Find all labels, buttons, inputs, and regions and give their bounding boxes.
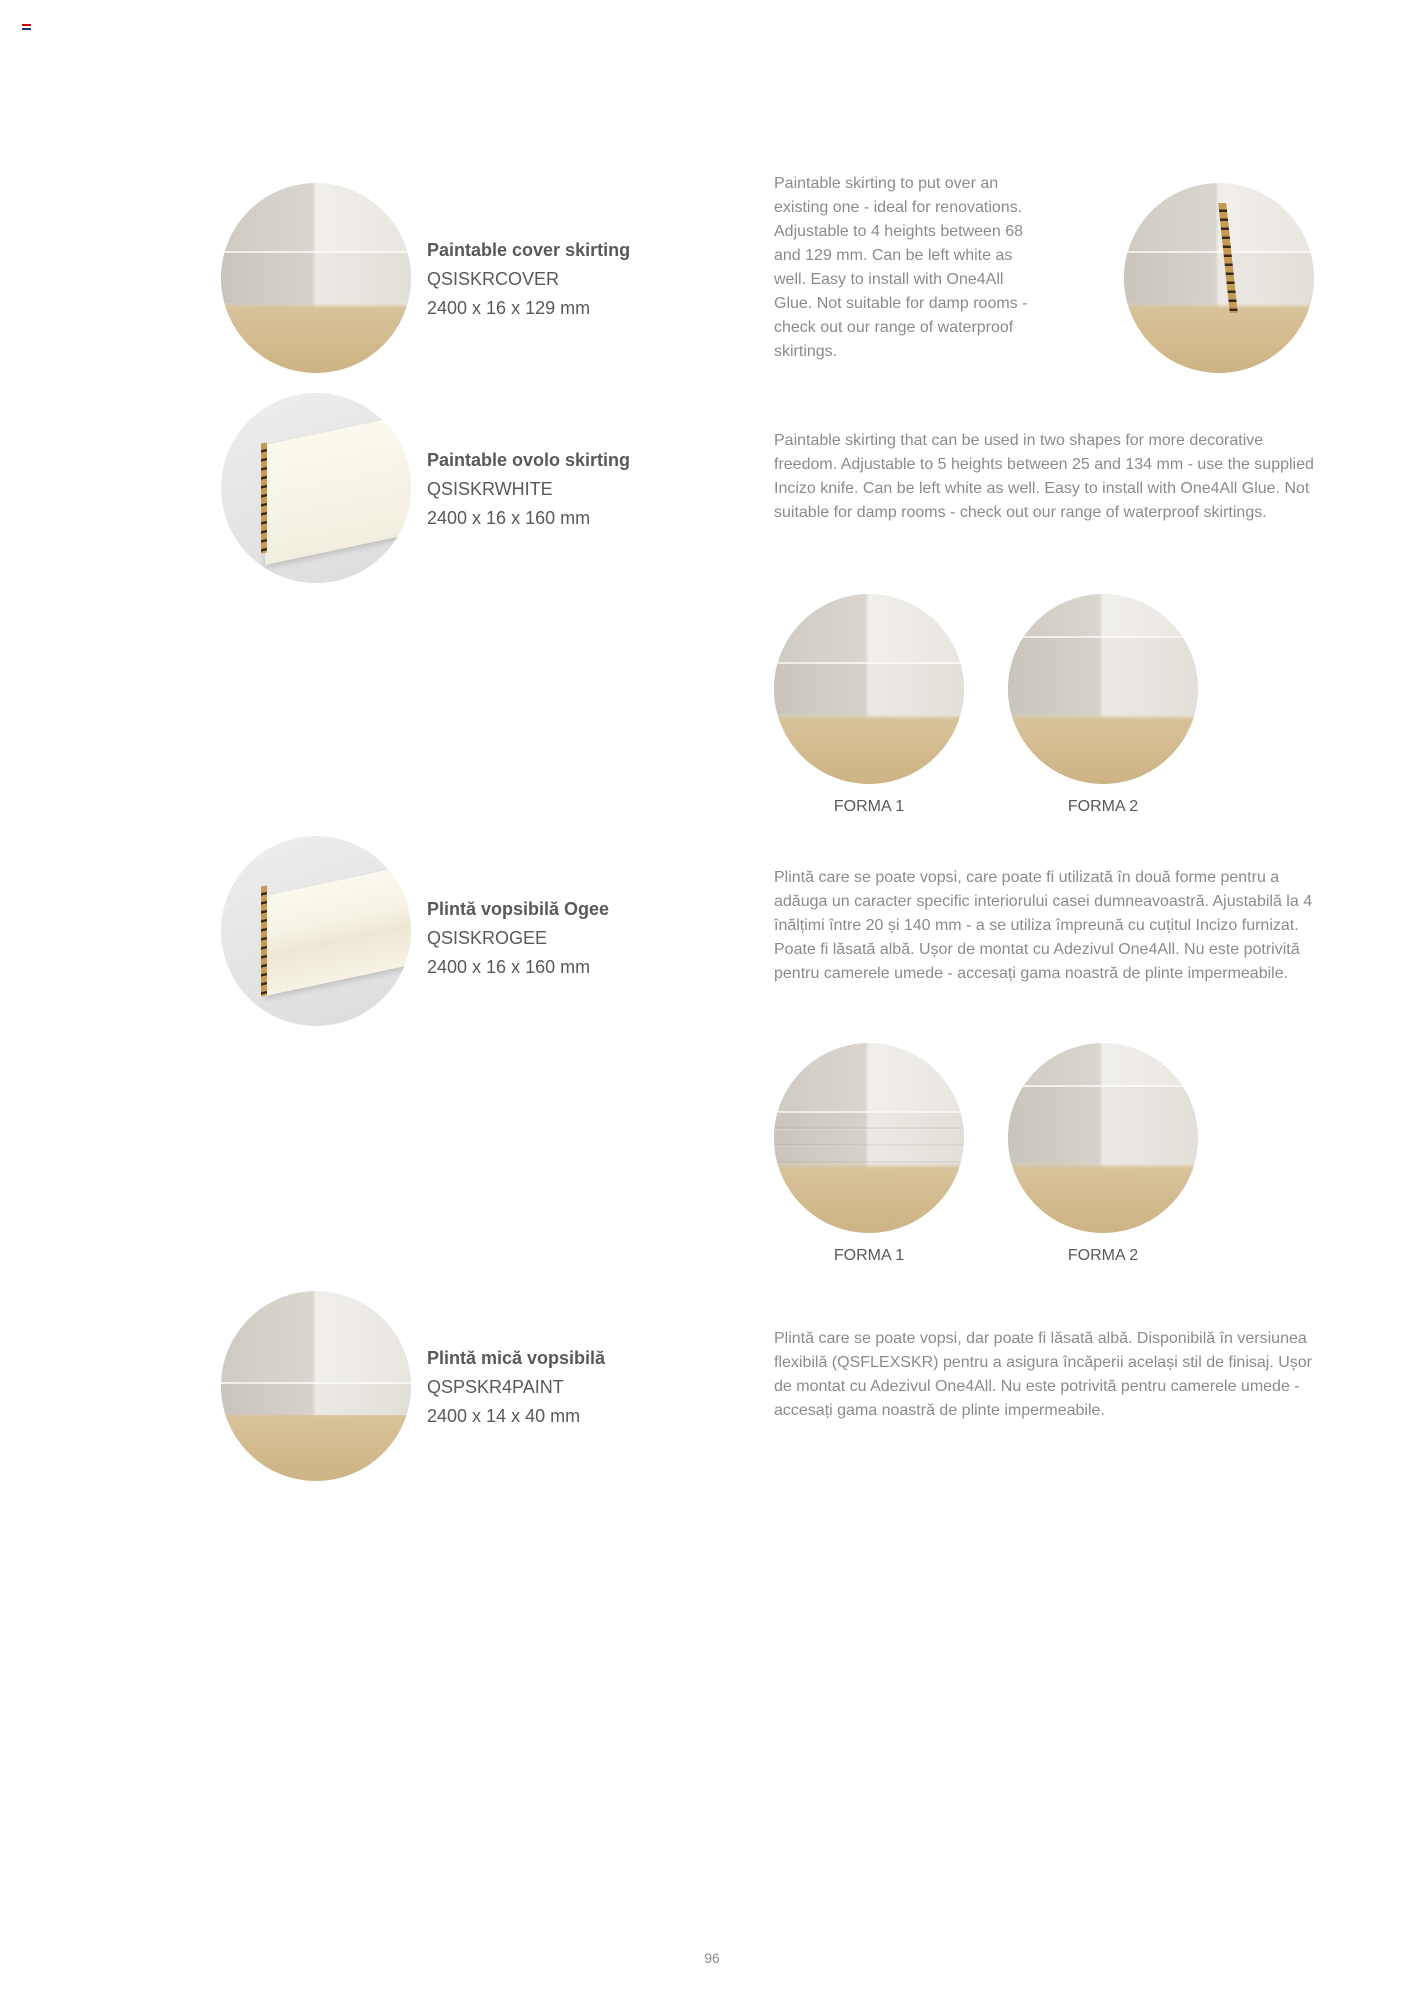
- form-1-image: [774, 1043, 964, 1233]
- product-description: Paintable skirting to put over an existing one - ideal for renovations. Adjustable to 4 heights between 68 and 129 mm. Can be left white as well. Easy to install with One4All Glue. Not suitable for damp rooms - check out our range of waterproof skirtings.: [774, 175, 1028, 360]
- product-dimensions: 2400 x 16 x 160 mm: [427, 957, 591, 977]
- form-2-caption: FORMA 2: [1067, 1247, 1139, 1264]
- form-2-caption: FORMA 2: [1067, 798, 1139, 815]
- form-2-image: [1008, 1043, 1198, 1233]
- product-dimensions: 2400 x 16 x 160 mm: [427, 508, 591, 528]
- product-description: Plintă care se poate vopsi, care poate fi utilizată în două forme pentru a adăuga un caracter specific interiorului casei dumneavoastră. Ajustabilă la 4 înălțimi între 20 și 140 mm - a se utiliza împreună cu cuțitul Incizo furnizat. Poate fi lăsată albă. Ușor de montat cu Adezivul One4All. Nu este potrivită pentru camerele umede - accesați gama noastră de plinte impermeabile.: [774, 869, 1313, 982]
- product-image-ovolo-skirting: [221, 393, 411, 583]
- product-code: QSPSKR4PAINT: [427, 1377, 564, 1397]
- page-number: 96: [704, 1950, 720, 1966]
- form-2-image: [1008, 594, 1198, 784]
- flag-icon: [22, 24, 31, 30]
- product-image-ogee-skirting: [221, 836, 411, 1026]
- product-dimensions: 2400 x 16 x 129 mm: [427, 298, 591, 318]
- product-dimensions: 2400 x 14 x 40 mm: [427, 1406, 581, 1426]
- product-info: [427, 895, 609, 982]
- product-code: QSISKRCOVER: [427, 269, 560, 289]
- product-name: Paintable cover skirting: [427, 240, 631, 260]
- product-name: Plintă vopsibilă Ogee: [427, 899, 610, 919]
- product-code: QSISKRWHITE: [427, 479, 553, 499]
- product-info: [427, 1344, 605, 1431]
- product-info: [427, 236, 630, 323]
- product-detail-image: [1124, 183, 1314, 373]
- product-description: Plintă care se poate vopsi, dar poate fi lăsată albă. Disponibilă în versiunea flexibilă (QSFLEXSKR) pentru a asigura încăperii același stil de finisaj. Ușor de montat cu Adezivul One4All. Nu este potrivită pentru camerele umede - accesați gama noastră de plinte impermeabile.: [774, 1330, 1313, 1419]
- product-name: Paintable ovolo skirting: [427, 450, 631, 470]
- form-1-caption: FORMA 1: [833, 1247, 905, 1264]
- product-info: [427, 446, 630, 533]
- form-1-image: [774, 594, 964, 784]
- form-1-caption: FORMA 1: [833, 798, 905, 815]
- product-code: QSISKROGEE: [427, 928, 548, 948]
- product-description: Paintable skirting that can be used in two shapes for more decorative freedom. Adjustable to 5 heights between 25 and 134 mm - use the supplied Incizo knife. Can be left white as well. Easy to install with One4All Glue. Not suitable for damp rooms - check out our range of waterproof skirtings.: [774, 432, 1314, 521]
- product-name: Plintă mică vopsibilă: [427, 1348, 606, 1368]
- product-image-cover-skirting: [221, 183, 411, 373]
- product-image-small-skirting: [221, 1291, 411, 1481]
